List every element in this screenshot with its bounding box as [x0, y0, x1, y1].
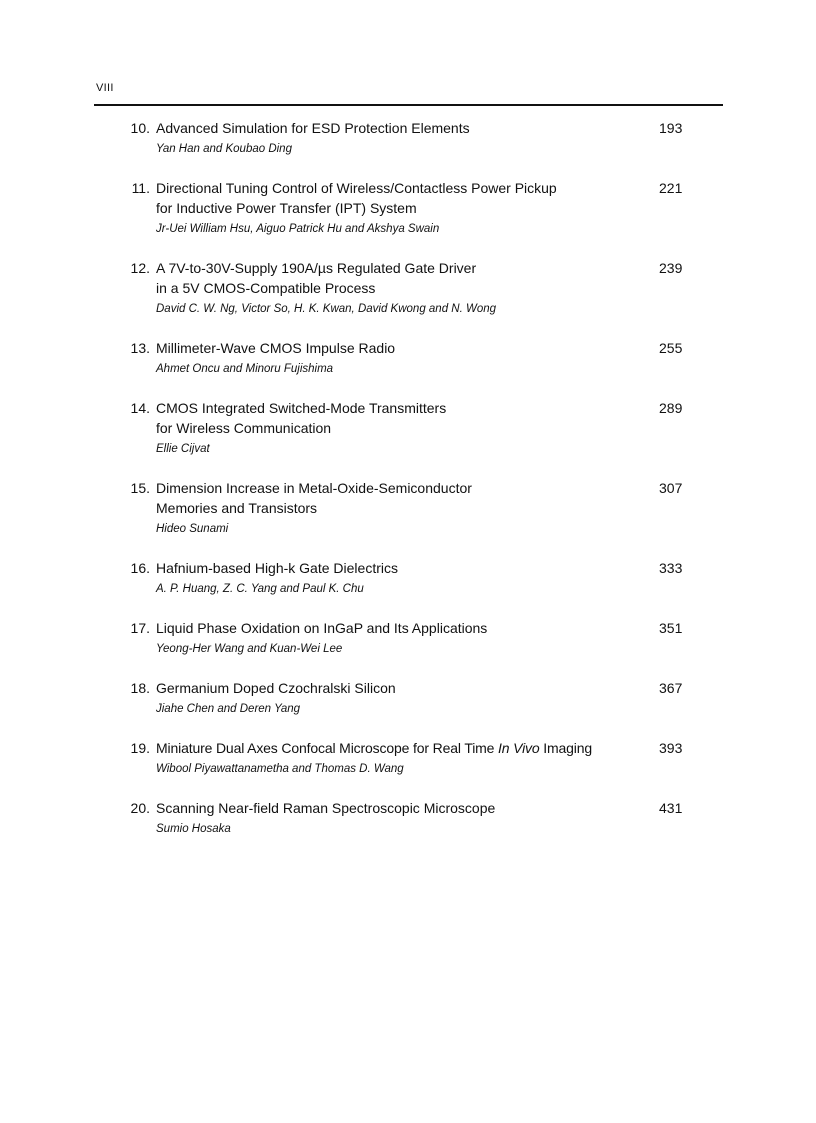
chapter-number: 15.: [130, 480, 150, 496]
chapter-number: 11.: [131, 180, 150, 196]
chapter-page: 239: [659, 260, 683, 276]
chapter-page: 393: [659, 740, 683, 756]
chapter-authors: Sumio Hosaka: [156, 823, 231, 835]
chapter-title: Directional Tuning Control of Wireless/Contactless Power Pickup for Inductive Power Transfer (IPT) System: [156, 180, 557, 216]
chapter-title: Advanced Simulation for ESD Protection Elements: [156, 120, 470, 136]
chapter-title: Scanning Near-field Raman Spectroscopic Microscope: [156, 800, 496, 816]
chapter-page: 367: [659, 680, 683, 696]
chapter-authors: Hideo Sunami: [156, 523, 229, 535]
chapter-number: 14.: [130, 400, 150, 416]
chapter-page: 431: [659, 800, 683, 816]
chapter-number: 18.: [130, 680, 150, 696]
chapter-authors: Wibool Piyawattanametha and Thomas D. Wang: [156, 763, 404, 775]
chapter-page: 351: [659, 620, 683, 636]
chapter-title: Miniature Dual Axes Confocal Microscope for Real Time In Vivo Imaging: [156, 740, 593, 756]
chapter-number: 16.: [130, 560, 150, 576]
chapter-authors: Ahmet Oncu and Minoru Fujishima: [156, 363, 334, 375]
chapter-authors: David C. W. Ng, Victor So, H. K. Kwan, David Kwong and N. Wong: [156, 303, 497, 315]
chapter-title: CMOS Integrated Switched-Mode Transmitters for Wireless Communication: [156, 400, 447, 436]
chapter-authors: A. P. Huang, Z. C. Yang and Paul K. Chu: [156, 583, 364, 595]
chapter-title: Hafnium-based High-k Gate Dielectrics: [156, 560, 398, 576]
chapter-authors: Jr-Uei William Hsu, Aiguo Patrick Hu and Akshya Swain: [156, 223, 440, 235]
page-number: VIII: [96, 82, 114, 94]
chapter-number: 19.: [130, 740, 150, 756]
chapter-number: 10.: [130, 120, 150, 136]
chapter-page: 289: [659, 400, 683, 416]
chapter-page: 255: [659, 340, 683, 356]
chapter-authors: Yan Han and Koubao Ding: [156, 143, 292, 155]
chapter-title: Liquid Phase Oxidation on InGaP and Its Applications: [156, 620, 488, 636]
chapter-page: 193: [659, 120, 683, 136]
chapter-title: Millimeter-Wave CMOS Impulse Radio: [156, 340, 396, 356]
chapter-authors: Ellie Cijvat: [156, 443, 210, 455]
chapter-title: Dimension Increase in Metal-Oxide-Semiconductor Memories and Transistors: [156, 480, 472, 516]
chapter-page: 307: [659, 480, 683, 496]
chapter-number: 12.: [130, 260, 150, 276]
chapter-number: 20.: [130, 800, 150, 816]
chapter-authors: Jiahe Chen and Deren Yang: [156, 703, 301, 715]
chapter-title: Germanium Doped Czochralski Silicon: [156, 680, 396, 696]
header-rule: [94, 104, 723, 106]
chapter-title: A 7V-to-30V-Supply 190A/µs Regulated Gate Driver in a 5V CMOS-Compatible Process: [156, 260, 477, 296]
chapter-page: 333: [659, 560, 683, 576]
chapter-number: 13.: [130, 340, 150, 356]
chapter-page: 221: [659, 180, 683, 196]
chapter-authors: Yeong-Her Wang and Kuan-Wei Lee: [156, 643, 343, 655]
chapter-number: 17.: [130, 620, 150, 636]
